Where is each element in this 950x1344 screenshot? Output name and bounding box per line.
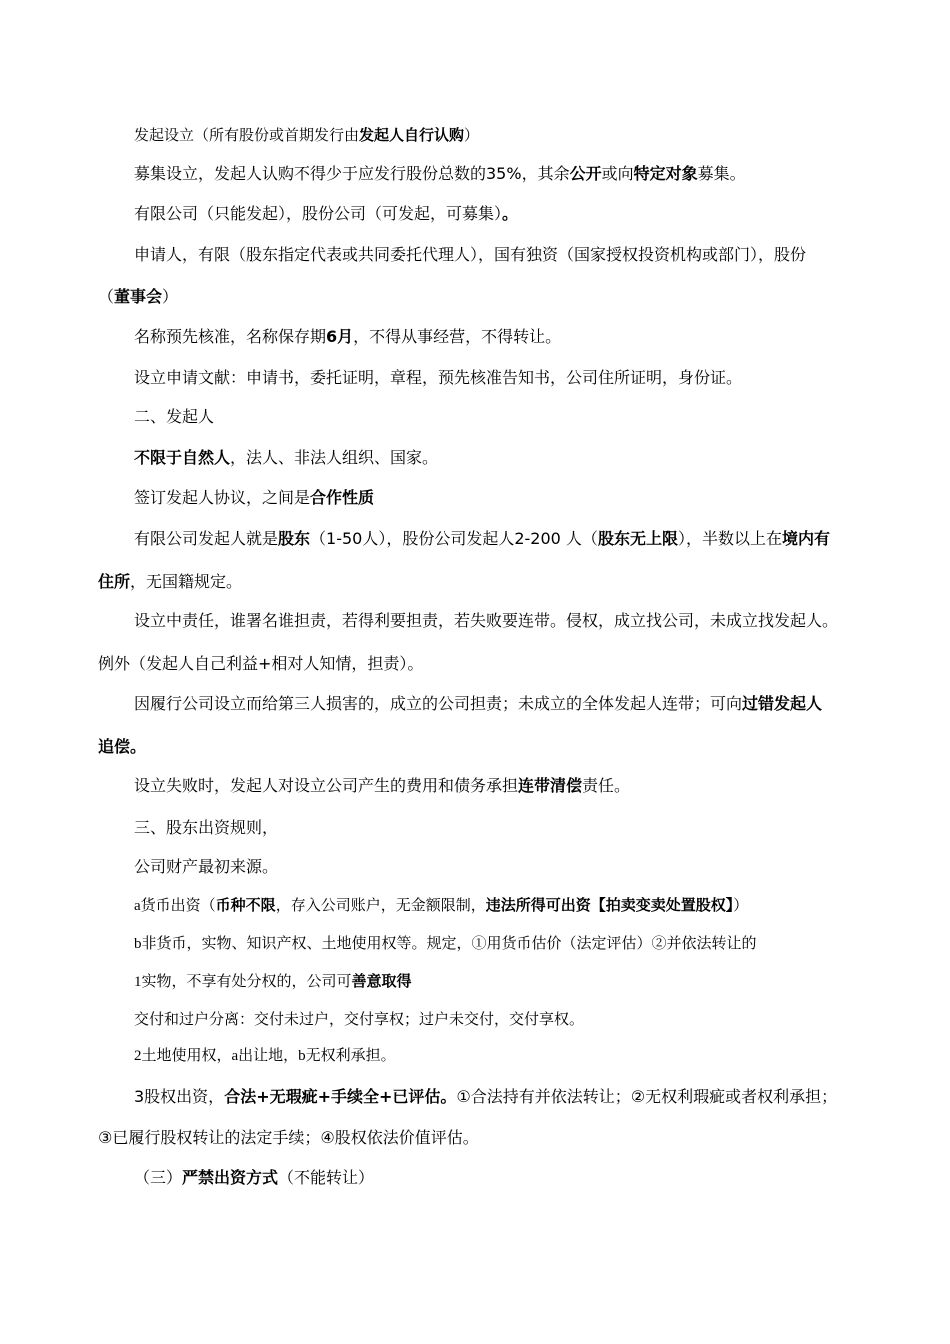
text-line — [134, 776, 630, 796]
text-line — [134, 857, 278, 877]
text-segment: （ — [98, 287, 115, 306]
text-segment: b非货币，实物、知识产权、土地使用权等。规定，①用货币估价（法定评估）②并依法转让的 — [134, 936, 757, 952]
bold-text: 住所 — [98, 572, 131, 591]
text-segment: ） — [733, 898, 749, 914]
text-segment: （1-50人），股份公司发起人2-200 人（ — [310, 529, 598, 548]
text-line — [98, 287, 178, 307]
text-line — [134, 1046, 396, 1066]
text-segment: 三、股东出资规则， — [134, 818, 279, 837]
text-line — [134, 694, 822, 714]
text-line — [134, 448, 438, 468]
text-segment: ③已履行股权转让的法定手续；④股权依法价值评估。 — [98, 1128, 479, 1147]
text-segment: ），半数以上在 — [677, 529, 782, 548]
text-segment: 名称预先核准，名称保存期 — [134, 327, 327, 346]
text-segment: a货币出资（ — [134, 898, 216, 914]
text-segment: 责任。 — [582, 776, 631, 795]
text-line — [134, 934, 757, 954]
bold-text: 6月 — [326, 327, 354, 346]
text-segment: 或向 — [601, 164, 634, 183]
text-line — [98, 1128, 479, 1148]
text-line — [134, 1010, 584, 1030]
text-line — [134, 529, 830, 549]
text-segment: 1实物，不享有处分权的，公司可 — [134, 974, 352, 990]
text-segment: ） — [464, 128, 480, 144]
text-line — [134, 972, 412, 992]
bold-text: 连带清偿 — [518, 776, 583, 795]
bold-text: 违法所得可出资【拍卖变卖处置股权】 — [485, 898, 734, 914]
bold-text: 严禁出资方式 — [182, 1168, 279, 1187]
text-segment: 3股权出资， — [134, 1087, 225, 1106]
text-line — [134, 818, 278, 838]
bold-text: 合作性质 — [310, 488, 375, 507]
text-segment: 例外（发起人自己利益+相对人知情，担责）。 — [98, 654, 424, 673]
text-segment: ，法人、非法人组织、国家。 — [230, 448, 439, 467]
text-segment: 设立失败时，发起人对设立公司产生的费用和债务承担 — [134, 776, 519, 795]
text-segment: ①合法持有并依法转让；②无权利瑕疵或者权利承担； — [456, 1087, 838, 1106]
text-segment: 发起设立（所有股份或首期发行由 — [134, 128, 360, 144]
text-line — [134, 327, 561, 347]
text-line — [134, 1168, 374, 1188]
text-line — [134, 488, 374, 508]
bold-text: 过错发起人 — [742, 694, 823, 713]
text-segment: 公司财产最初来源。 — [134, 857, 279, 876]
bold-text: 不限于自然人 — [134, 448, 231, 467]
text-segment: ，不得从事经营，不得转让。 — [353, 327, 562, 346]
text-segment: 申请人，有限（股东指定代表或共同委托代理人），国有独资（国家授权投资机构或部门），股份 — [134, 245, 807, 264]
text-segment: 2土地使用权，a出让地，b无权利承担。 — [134, 1048, 396, 1064]
text-segment: ，存入公司账户，无金额限制， — [275, 898, 486, 914]
text-line — [98, 572, 242, 592]
bold-text: 。 — [502, 204, 519, 223]
bold-text: 追偿。 — [98, 737, 147, 756]
bold-text: 发起人自行认购 — [359, 128, 465, 144]
text-segment: ，无国籍规定。 — [130, 572, 243, 591]
text-segment: 有限公司（只能发起），股份公司（可发起，可募集） — [134, 204, 503, 223]
bold-text: 合法+无瑕疵+手续全+已评估。 — [224, 1087, 457, 1106]
text-line — [134, 245, 806, 265]
text-line — [134, 407, 214, 427]
text-segment: 设立中责任，谁署名谁担责，若得利要担责，若失败要连带。侵权，成立找公司，未成立找发起人。 — [134, 611, 839, 630]
bold-text: 境内有 — [781, 529, 830, 548]
text-segment: 募集设立，发起人认购不得少于应发行股份总数的35%，其余 — [134, 164, 570, 183]
text-line — [98, 737, 146, 757]
bold-text: 董事会 — [114, 287, 163, 306]
bold-text: 善意取得 — [351, 974, 412, 990]
text-line — [134, 126, 479, 146]
bold-text: 公开 — [569, 164, 602, 183]
bold-text: 股东 — [278, 529, 311, 548]
text-line — [134, 896, 748, 916]
text-segment: ） — [162, 287, 179, 306]
text-segment: 设立申请文献：申请书，委托证明，章程，预先核准告知书，公司住所证明，身份证。 — [134, 368, 743, 387]
text-line — [134, 204, 518, 224]
text-segment: （三） — [134, 1168, 183, 1187]
bold-text: 币种不限 — [215, 898, 276, 914]
text-segment: 募集。 — [697, 164, 746, 183]
text-segment: 有限公司发起人就是 — [134, 529, 279, 548]
text-line — [134, 368, 742, 388]
bold-text: 股东无上限 — [597, 529, 678, 548]
text-segment: 因履行公司设立而给第三人损害的，成立的公司担责；未成立的全体发起人连带；可向 — [134, 694, 743, 713]
text-line — [134, 164, 746, 184]
text-line — [134, 1087, 837, 1107]
text-segment: 二、发起人 — [134, 407, 215, 426]
bold-text: 特定对象 — [633, 164, 698, 183]
text-line — [134, 611, 838, 631]
text-segment: 交付和过户分离：交付未过户，交付享权；过户未交付，交付享权。 — [134, 1012, 585, 1028]
text-line — [98, 654, 423, 674]
text-segment: 签订发起人协议，之间是 — [134, 488, 311, 507]
text-segment: （不能转让） — [278, 1168, 375, 1187]
